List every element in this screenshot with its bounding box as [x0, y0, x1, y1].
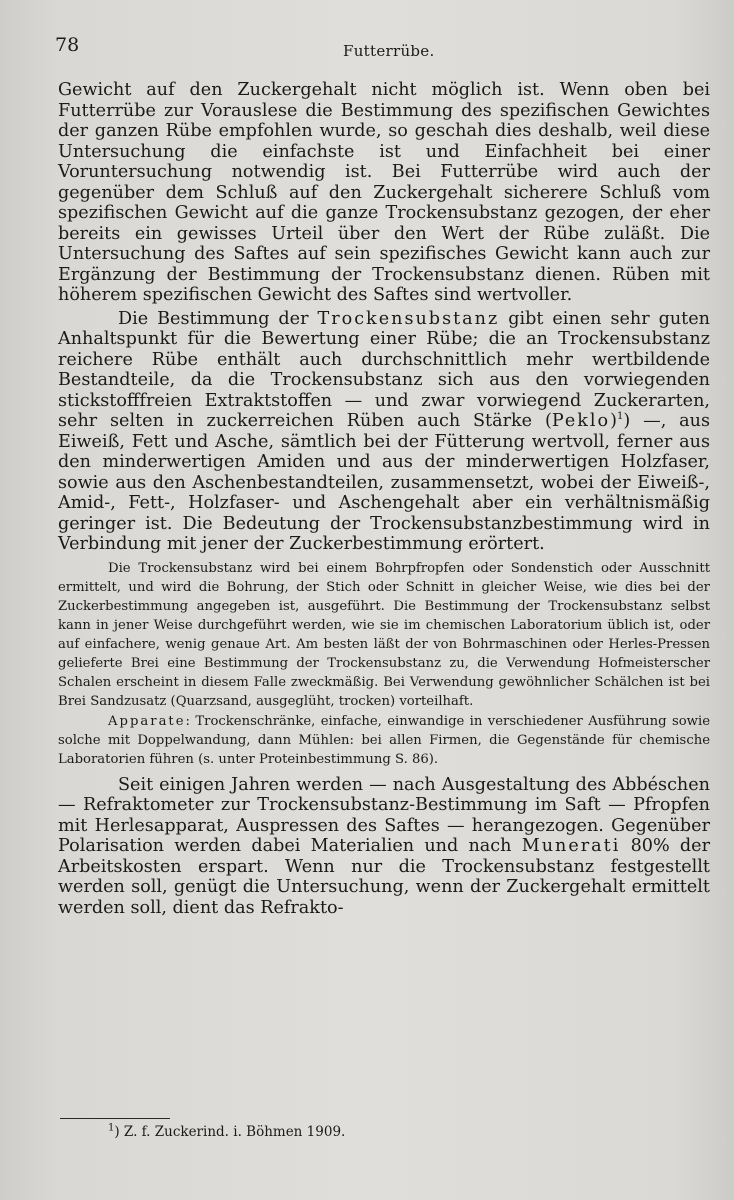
footnote-reference: 1: [617, 411, 624, 423]
paragraph-2: Die Bestimmung der Trockensubstanz gibt einen sehr guten Anhaltspunkt für die Bewertung einer Rübe; die an Trockensubstanz reichere Rübe enthält auch durchschnittlich mehr wertbildende Bestandteile, da die Trockensubstanz sich aus den vorwiegenden stickstofffreien Extraktstoffen — und zwar vorwiegend Zuckerarten, sehr selten in zuckerreichen Rüben auch Stärke (Peklo)$^1$) —, aus Eiweiß, Fett und Asche, sämtlich bei der Fütterung wertvoll, ferner aus den minderwertigen Amiden und aus der minderwertigen Holzfaser, sowie aus den Aschenbestandteilen, zusammensetzt, wobei der Eiweiß-, Amid-, Fett-, Holzfaser- und Aschengehalt aber ein verhältnismäßig geringer ist. Die Bedeutung der Trockensubstanzbestimmung wird in Verbindung mit jener der Zuckerbestimmung erörtert.: [58, 308, 710, 554]
paragraph-2-start: Die Bestimmung der: [118, 308, 318, 329]
paragraph-5-end: 80% der Arbeitskosten erspart. Wenn nur die Trockensubstanz festgestellt werden soll, genügt die Untersuchung, wenn der Zuckergehalt ermittelt werden soll, dient das Refrakto-: [58, 836, 710, 918]
running-title: Futterrübe.: [343, 42, 435, 60]
footnote: [108, 1124, 345, 1140]
page-number: 78: [55, 34, 80, 56]
paragraph-1: Gewicht auf den Zuckergehalt nicht möglich ist. Wenn oben bei Futterrübe zur Vorauslese die Bestimmung des spezifischen Gewichtes der ganzen Rübe empfohlen wurde, so geschah dies deshalb, weil diese Untersuchung die einfachste ist und Einfachheit bei einer Voruntersuchung notwendig ist. Bei Futterrübe wird auch der gegenüber dem Schluß auf den Zuckergehalt sicherere Schluß vom spezifischen Gewicht auf die ganze Trockensubstanz gezogen, der eher bereits ein gewisses Urteil über den Wert der Rübe zuläßt. Die Untersuchung des Saftes auf sein spezifisches Gewicht kann auch zur Ergänzung der Bestimmung der Trockensubstanz dienen. Rüben mit höherem spezifischen Gewicht des Saftes sind wertvoller.: [58, 80, 710, 305]
paragraph-2-end: ) —, aus Eiweiß, Fett und Asche, sämtlich bei der Fütterung wertvoll, ferner aus den minderwertigen Amiden und aus der minderwertigen Holzfaser, sowie aus den Aschenbestandteilen, zusammensetzt, wobei der Eiweiß-, Amid-, Fett-, Holzfaser- und Aschengehalt aber ein verhältnismäßig geringer ist. Die Bedeutung der Trockensubstanzbestimmung wird in Verbindung mit jener der Zuckerbestimmung erörtert.: [58, 411, 710, 554]
page-header: [55, 34, 694, 64]
paragraph-2-mid: gibt einen sehr guten Anhaltspunkt für die Bewertung einer Rübe; die an Trockensubstanz reichere Rübe enthält auch durchschnittlich mehr wertbildende Bestandteile, da die Trockensubstanz sich aus den vorwiegenden stickstofffreien Extraktstoffen — und zwar vorwiegend Zuckerarten, sehr selten in zuckerreichen Rüben auch Stärke (: [58, 308, 710, 431]
term-trockensubstanz: Trockensubstanz: [317, 308, 500, 329]
paragraph-4-apparate: [58, 712, 710, 769]
author-peklo: Peklo: [551, 411, 611, 431]
apparate-label: Apparate: [108, 713, 186, 729]
page-body: [58, 80, 710, 918]
footnote-text: ) Z. f. Zuckerind. i. Böhmen 1909.: [114, 1124, 346, 1140]
paragraph-3-small: Die Trockensubstanz wird bei einem Bohrpfropfen oder Sondenstich oder Ausschnitt ermittelt, und wird die Bohrung, der Stich oder Schnitt in gleicher Weise, wie dies bei der Zuckerbestimmung angegeben ist, ausgeführt. Die Bestimmung der Trockensubstanz selbst kann in jener Weise durchgeführt werden, wie sie im chemischen Laboratorium üblich ist, oder auf einfachere, wenig genaue Art. Am besten läßt der von Bohrmaschinen oder Herles-Pressen gelieferte Brei eine Bestimmung der Trockensubstanz zu, die Verwendung Hofmeisterscher Schalen erscheint in diesem Falle zweckmäßig. Bei Verwendung gewöhnlicher Schälchen ist bei Brei Sandzusatz (Quarzsand, ausgeglüht, trocken) vorteilhaft.: [58, 560, 710, 709]
author-munerati: Munerati: [521, 836, 621, 856]
footnote-divider: [60, 1118, 170, 1119]
footnote-mark: 1: [108, 1122, 115, 1134]
paragraph-5: [58, 775, 710, 919]
paragraph-5-start: Seit einigen Jahren werden — nach Ausgestaltung des Abbéschen — Refraktometer zur Trockensubstanz-Bestimmung im Saft — Pfropfen mit Herlesapparat, Auspressen des Saftes — herangezogen. Gegenüber Polarisation werden dabei Materialien und nach: [58, 774, 710, 856]
apparate-text: : Trockenschränke, einfache, einwandige in verschiedener Ausführung sowie solche mit Doppelwandung, dann Mühlen: bei allen Firmen, die Gegenstände für chemische Laboratorien führen (s. unter Proteinbestimmung S. 86).: [58, 713, 710, 767]
